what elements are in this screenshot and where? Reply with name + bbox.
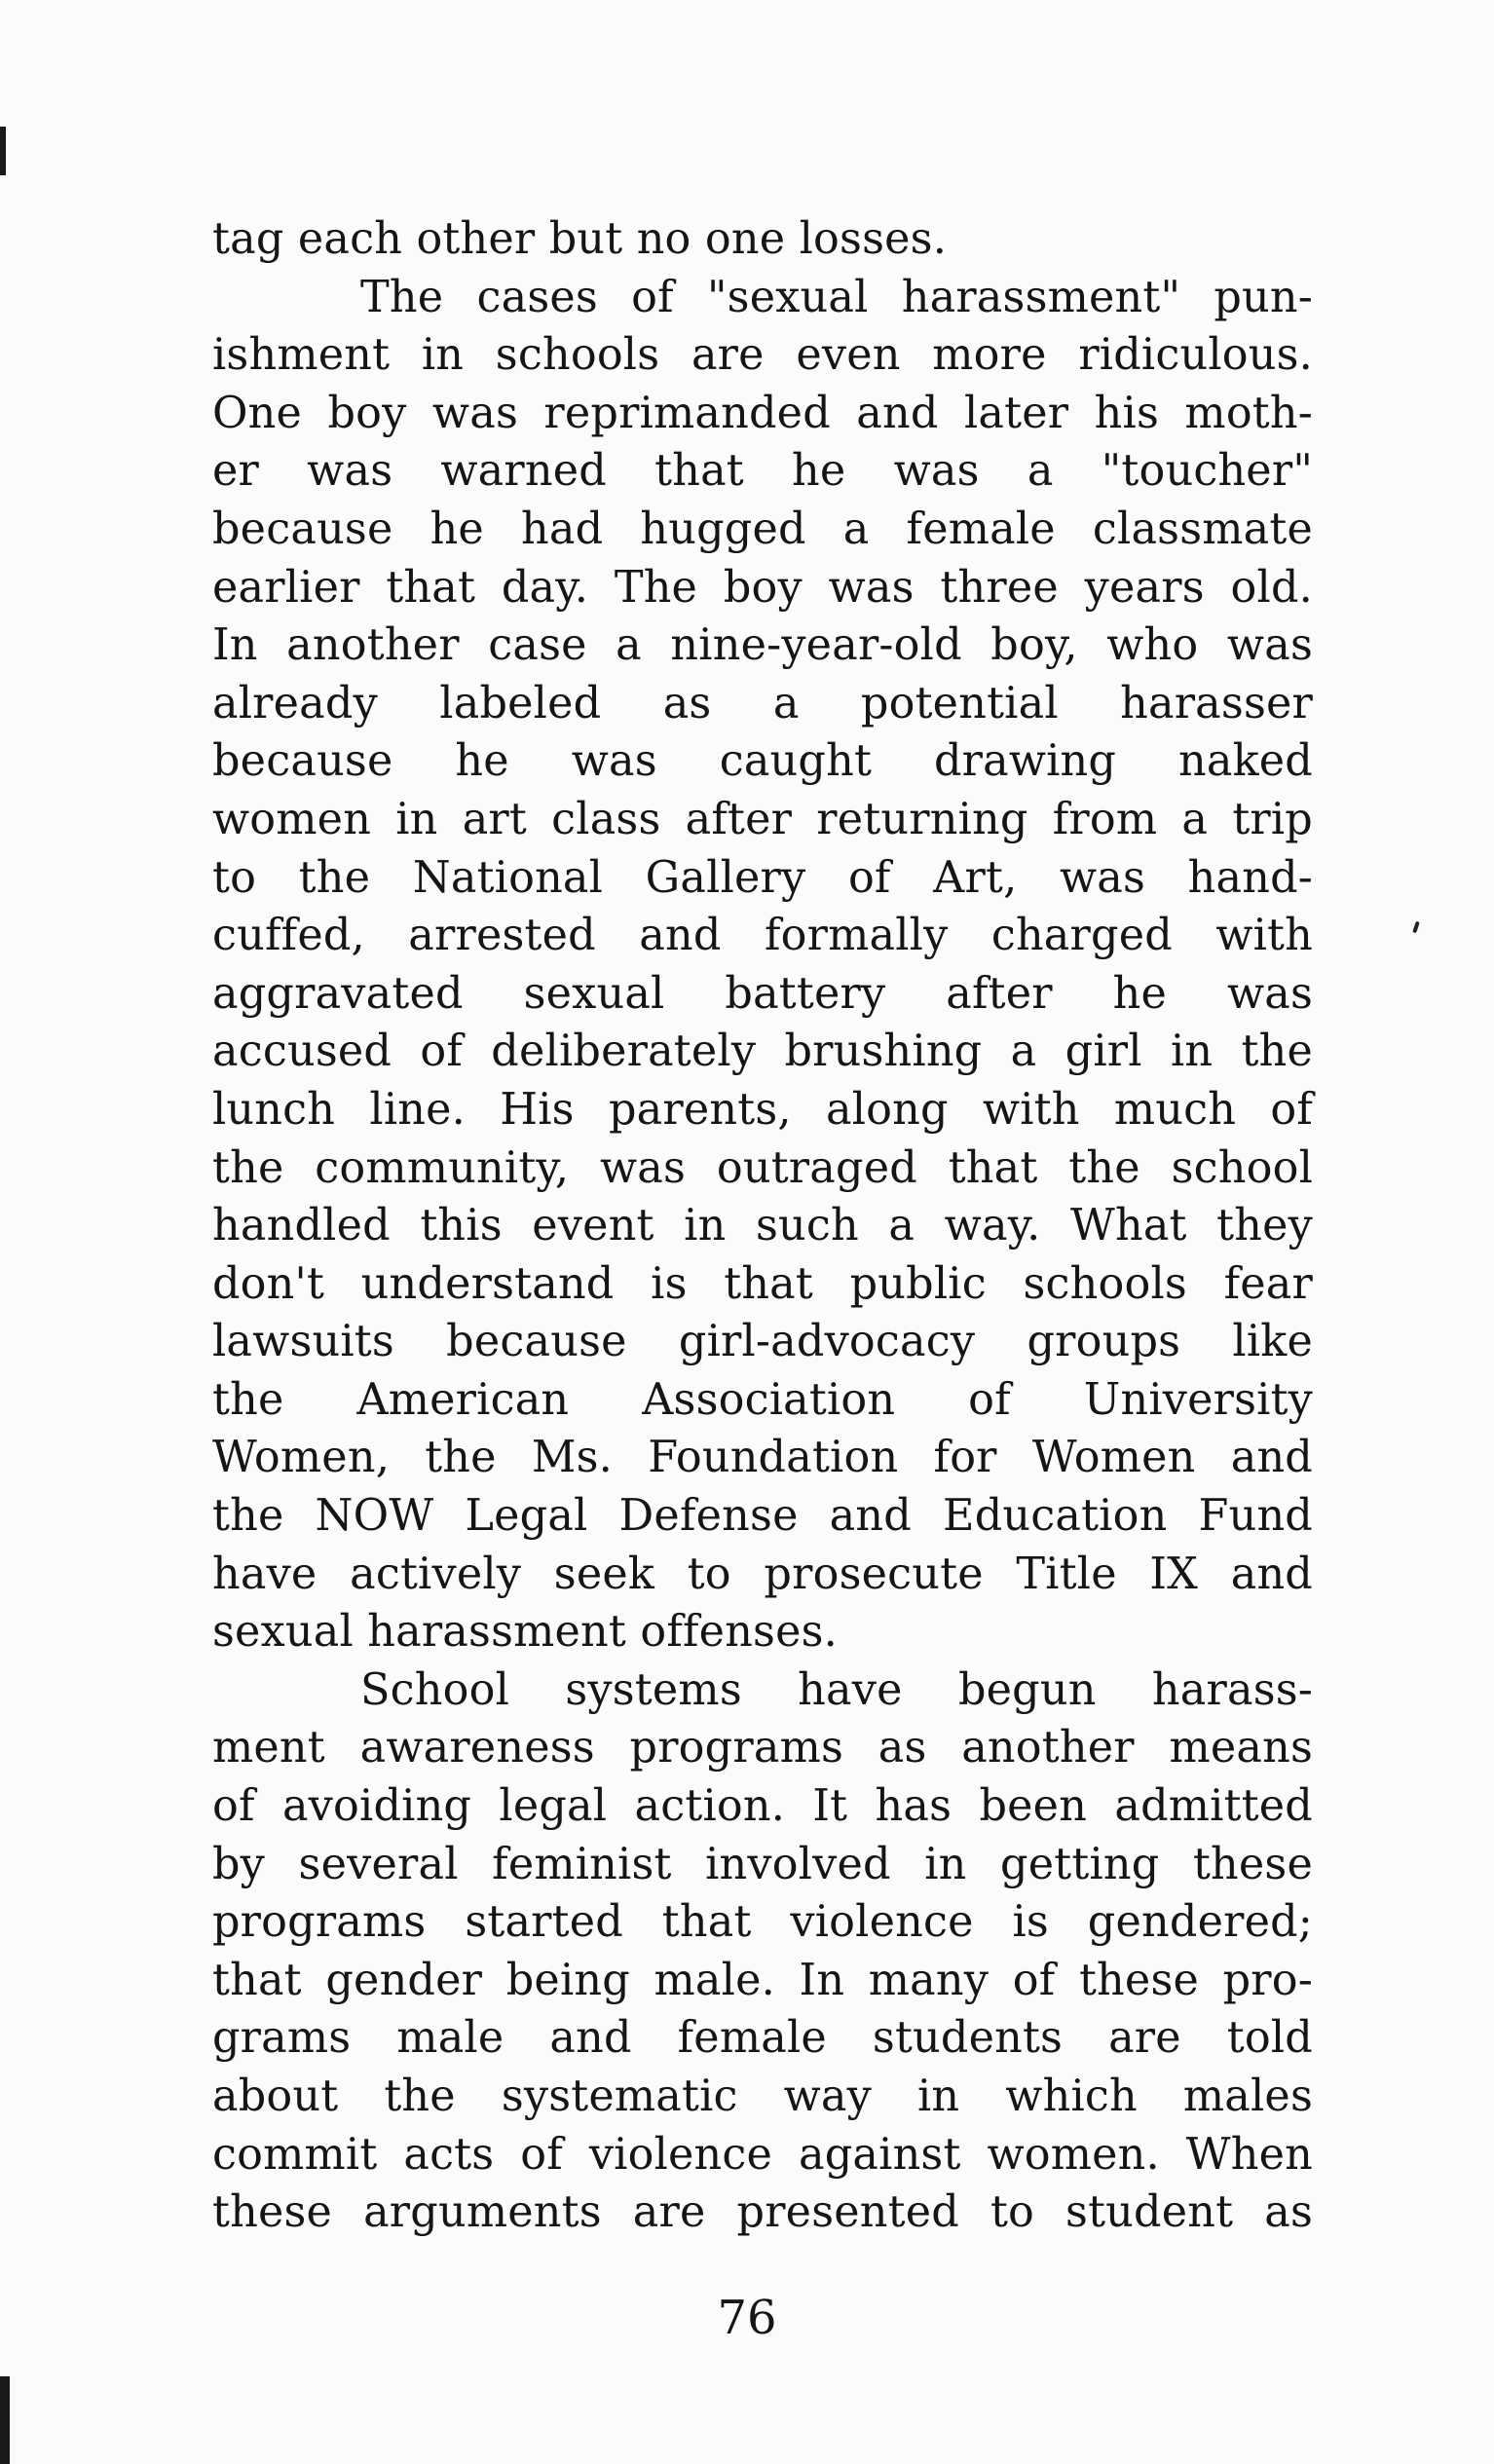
text-line: handled this event in such a way. What they — [212, 1201, 1313, 1251]
text-line: that gender being male. In many of these pro- — [212, 1955, 1313, 2005]
text-line: lunch line. His parents, along with much of — [212, 1084, 1313, 1135]
text-line: lawsuits because girl-advocacy groups like — [212, 1317, 1313, 1367]
text-line: because he had hugged a female classmate — [212, 504, 1313, 554]
text-line: by several feminist involved in getting these — [212, 1839, 1313, 1889]
text-line: In another case a nine-year-old boy, who was — [212, 620, 1313, 671]
text-line: these arguments are presented to student as — [212, 2187, 1313, 2238]
page-number: 76 — [717, 2291, 777, 2345]
text-line: The cases of "sexual harassment" pun- — [360, 272, 1313, 322]
text-line: about the systematic way in which males — [212, 2072, 1313, 2121]
text-line: grams male and female students are told — [212, 2013, 1313, 2064]
text-line: accused of deliberately brushing a girl in the — [212, 1027, 1313, 1077]
text-line: ishment in schools are even more ridiculous. — [212, 330, 1313, 381]
text-line: the American Association of University — [212, 1374, 1313, 1425]
text-line: already labeled as a potential harasser — [212, 678, 1313, 728]
text-line: to the National Gallery of Art, was hand- — [212, 852, 1313, 903]
text-line: of avoiding legal action. It has been admitted — [212, 1781, 1313, 1832]
text-line: earlier that day. The boy was three years old. — [212, 562, 1313, 613]
text-line: tag each other but no one losses. — [212, 214, 948, 264]
text-line: sexual harassment offenses. — [212, 1607, 839, 1658]
text-line: women in art class after returning from a trip — [212, 794, 1313, 844]
text-line: aggravated sexual battery after he was — [212, 968, 1313, 1019]
text-line: One boy was reprimanded and later his moth- — [212, 388, 1313, 438]
body-text — [212, 210, 1313, 2242]
text-line: have actively seek to prosecute Title IX and — [212, 1549, 1313, 1599]
scan-edge-mark — [0, 127, 6, 175]
text-line: don't understand is that public schools fear — [212, 1258, 1313, 1309]
text-line: er was warned that he was a "toucher" — [212, 446, 1313, 497]
scan-edge-mark — [0, 2376, 10, 2464]
text-line: School systems have begun harass- — [360, 1664, 1313, 1715]
text-line: commit acts of violence against women. When — [212, 2129, 1313, 2180]
text-line: the community, was outraged that the school — [212, 1142, 1313, 1193]
text-line: the NOW Legal Defense and Education Fund — [212, 1491, 1313, 1542]
text-line: because he was caught drawing naked — [212, 736, 1313, 787]
text-line: ment awareness programs as another means — [212, 1723, 1313, 1773]
text-line: Women, the Ms. Foundation for Women and — [212, 1433, 1313, 1483]
stray-ink-mark — [1412, 921, 1420, 934]
text-line: programs started that violence is gendered; — [212, 1897, 1313, 1948]
text-line: cuffed, arrested and formally charged with — [212, 911, 1313, 961]
